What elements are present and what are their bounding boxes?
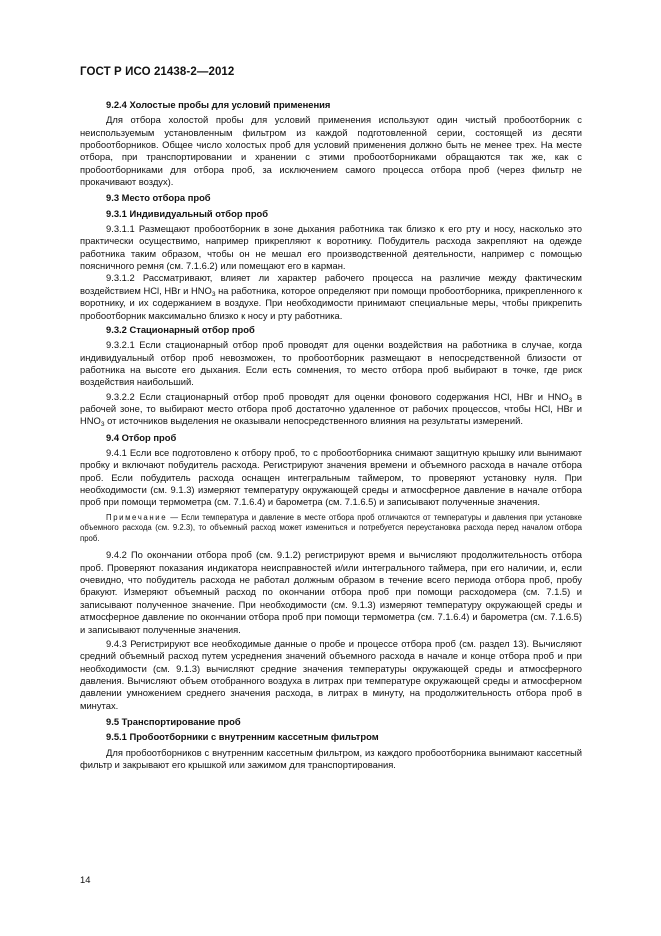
heading-9-5: 9.5 Транспортирование проб <box>106 715 241 727</box>
paragraph-9-5-1: Для пробоотборников с внутренним кассетным фильтром, из каждого пробоотборника вынимают кассетный фильтр и закрывают его крышкой или зажимом для транспортирования. <box>80 746 582 770</box>
subscript: 3 <box>568 396 573 404</box>
paragraph-9-4-3: 9.4.3 Регистрируют все необходимые данные о пробе и процессе отбора проб (см. раздел 13). Вычисляют средний объемный расход путем усреднения значений объемного расхода в начале и конце отбора проб и при необходимости (см. 9.1.3) вычисляют средние значения температуры окружающей среды и атмосферного давления. Вычисляют объем отобранного воздуха в литрах при температуре окружающей среды и атмосферном давлении умножением среднего значения расхода, в литрах в минуту, на продолжительность отбора проб в минутах. <box>80 637 582 711</box>
paragraph-9-3-1-1: 9.3.1.1 Размещают пробоотборник в зоне дыхания работника так близко к его рту и носу, насколько это практически осуществимо, например прикрепляют к воротнику. Побудитель расхода закрепляют на одежде работника таким образом, чтобы он не мешал его производственной деятельности, например с помощью поясничного ремня (см. 7.1.6.2) или помещают его в карман. <box>80 223 582 272</box>
note-label: Примечание <box>106 512 168 522</box>
page-content <box>80 97 582 771</box>
page-header-doc-id: ГОСТ Р ИСО 21438-2—2012 <box>80 66 235 78</box>
paragraph-9-4-1: 9.4.1 Если все подготовлено к отбору проб, то с пробоотборника снимают защитную крышку или вынимают пробку и включают побудитель расхода. Регистрируют значения времени и объемного расхода в начале отбора проб. Если побудитель расхода оснащен интегральным таймером, то проверяют установку нуля. При необходимости (см. 9.1.3) измеряют температуру окружающей среды и атмосферное давление в начале отбора проб при помощи термометра (см. 7.1.6.4) и барометра (см. 7.1.6.5) и записывают полученные значения. <box>80 446 582 508</box>
heading-9-4: 9.4 Отбор проб <box>106 431 177 443</box>
paragraph-9-3-1-2 <box>80 272 582 321</box>
text-segment: в рабочей зоне, то выбирают место отбора проб достаточно удаленное от рабочих процессов, чтобы HCl, HBr и HNO <box>80 390 582 427</box>
paragraph-9-2-4: Для отбора холостой пробы для условий применения используют один чистый пробоотборник с неиспользуемым установленным фильтром из каждой подготовленной серии, состоящей из десяти пробоотборников. Общее число холостых проб для условий применения должно быть не менее трех. На месте отбора, при транспортировании и хранении с этими пробоотборниками обращаются так же, как с пробоотборниками для отбора проб, за исключением самого процесса отбора проб (через фильтр не прокачивают воздух). <box>80 114 582 188</box>
note-9-4-1 <box>80 513 582 545</box>
subscript: 3 <box>211 290 216 298</box>
text-segment: от источников выделения не оказывали непосредственного влияния на результаты измерений. <box>104 415 523 427</box>
page-number: 14 <box>80 874 91 885</box>
heading-9-2-4: 9.2.4 Холостые пробы для условий применения <box>106 99 331 110</box>
heading-9-3-1: 9.3.1 Индивидуальный отбор проб <box>106 207 269 219</box>
text-segment: 9.3.1.2 Рассматривают, влияет ли характер рабочего процесса на различие между фактическим воздействием HCl, HBr и HNO <box>80 272 582 296</box>
paragraph-9-3-2-1: 9.3.2.1 Если стационарный отбор проб проводят для оценки воздействия на работника в случае, когда индивидуальный отбор проб невозможен, то пробоотборник размещают в непосредственной близости от работника на высоте его дыхания. Если есть сомнения, то место отбора проб выбирают в точке, где риск воздействия наибольший. <box>80 339 582 388</box>
text-segment: на работника, которое определяют при помощи пробоотборника, прикрепленного к воротнику, и их содержанием в воздухе. При необходимости принимают специальные меры, чтобы прикрепить пробоотборник максимально близко к носу и рту работника. <box>80 284 582 321</box>
heading-9-5-1: 9.5.1 Пробоотборники с внутренним кассетным фильтром <box>106 731 379 743</box>
heading-9-3-2: 9.3.2 Стационарный отбор проб <box>106 323 255 335</box>
text-segment: 9.3.2.2 Если стационарный отбор проб проводят для оценки фонового содержания HCl, HBr и HNO <box>106 390 569 402</box>
subscript: 3 <box>100 421 105 429</box>
paragraph-9-4-2: 9.4.2 По окончании отбора проб (см. 9.1.2) регистрируют время и вычисляют продолжительность отбора проб. Проверяют показания индикатора неисправностей и/или интегрального таймера, при его наличии, и, если очевидно, что побудитель расхода не работал должным образом в течение всего периода отбора проб, пробу бракуют. Измеряют объемный расход по окончании отбора проб при помощи расходомера (см. 7.1.5) и записывают полученное значение. При необходимости (см. 9.1.3) измеряют температуру окружающей среды и атмосферное давление по окончании отбора проб при помощи термометра (см. 7.1.6.4) и барометра (см. 7.1.6.5) и записывают полученные значения. <box>80 549 582 635</box>
heading-9-3: 9.3 Место отбора проб <box>106 192 211 204</box>
paragraph-9-3-2-2 <box>80 391 582 428</box>
note-text: — Если температура и давление в месте отбора проб отличаются от температуры и давления при установке объемного расхода (см. 9.2.3), то объемный расход может измениться и потребуется переустановка расхода перед началом отбора проб. <box>80 512 582 543</box>
